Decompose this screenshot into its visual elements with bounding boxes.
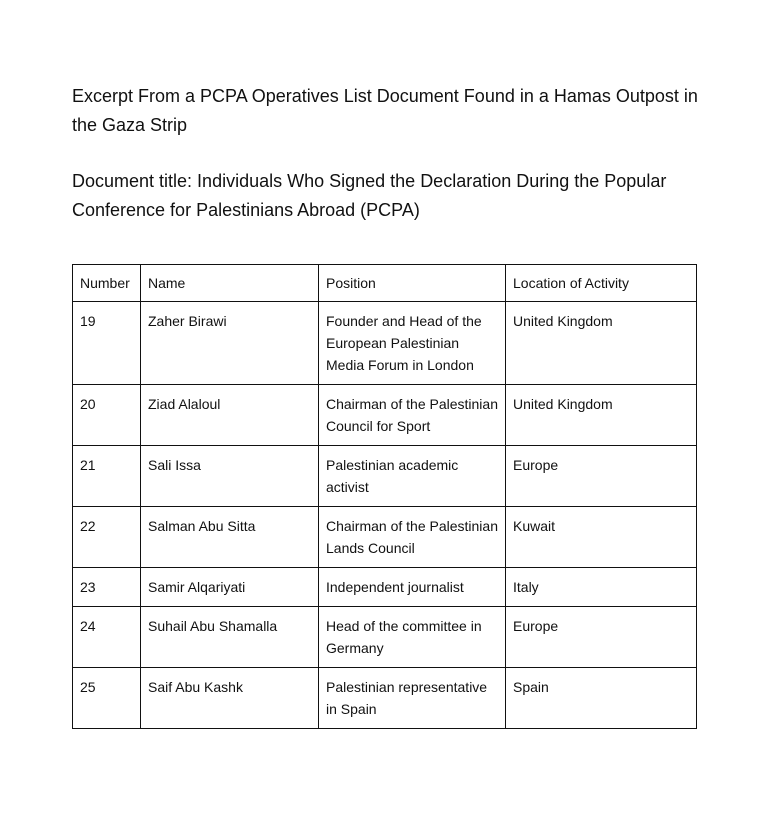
signatories-table [72,264,697,729]
table-header-row [73,265,697,302]
table-row [73,446,697,507]
cell-location: United Kingdom [506,385,697,446]
cell-name: Saif Abu Kashk [141,668,319,729]
cell-position: Palestinian academic activist [319,446,506,507]
header-location: Location of Activity [506,265,697,302]
header-position: Position [319,265,506,302]
cell-name: Salman Abu Sitta [141,507,319,568]
cell-position: Independent journalist [319,568,506,607]
table-row [73,668,697,729]
cell-name: Suhail Abu Shamalla [141,607,319,668]
cell-location: Europe [506,446,697,507]
cell-position: Chairman of the Palestinian Council for Sport [319,385,506,446]
header-name: Name [141,265,319,302]
cell-name: Sali Issa [141,446,319,507]
cell-number: 21 [73,446,141,507]
cell-number: 25 [73,668,141,729]
table-row [73,385,697,446]
cell-location: Italy [506,568,697,607]
cell-position: Head of the committee in Germany [319,607,506,668]
table-row [73,507,697,568]
document-title: Document title: Individuals Who Signed the Declaration During the Popular Conference for Palestinians Abroad (PCPA) [72,171,667,220]
cell-location: Europe [506,607,697,668]
table-row [73,568,697,607]
cell-name: Zaher Birawi [141,302,319,385]
table-row [73,302,697,385]
cell-position: Palestinian representative in Spain [319,668,506,729]
cell-position: Chairman of the Palestinian Lands Council [319,507,506,568]
header-number: Number [73,265,141,302]
cell-number: 24 [73,607,141,668]
cell-number: 20 [73,385,141,446]
cell-number: 19 [73,302,141,385]
excerpt-heading: Excerpt From a PCPA Operatives List Document Found in a Hamas Outpost in the Gaza Strip [72,86,698,135]
cell-position: Founder and Head of the European Palestinian Media Forum in London [319,302,506,385]
cell-number: 22 [73,507,141,568]
cell-name: Samir Alqariyati [141,568,319,607]
cell-location: United Kingdom [506,302,697,385]
cell-location: Kuwait [506,507,697,568]
cell-name: Ziad Alaloul [141,385,319,446]
table-row [73,607,697,668]
cell-number: 23 [73,568,141,607]
cell-location: Spain [506,668,697,729]
